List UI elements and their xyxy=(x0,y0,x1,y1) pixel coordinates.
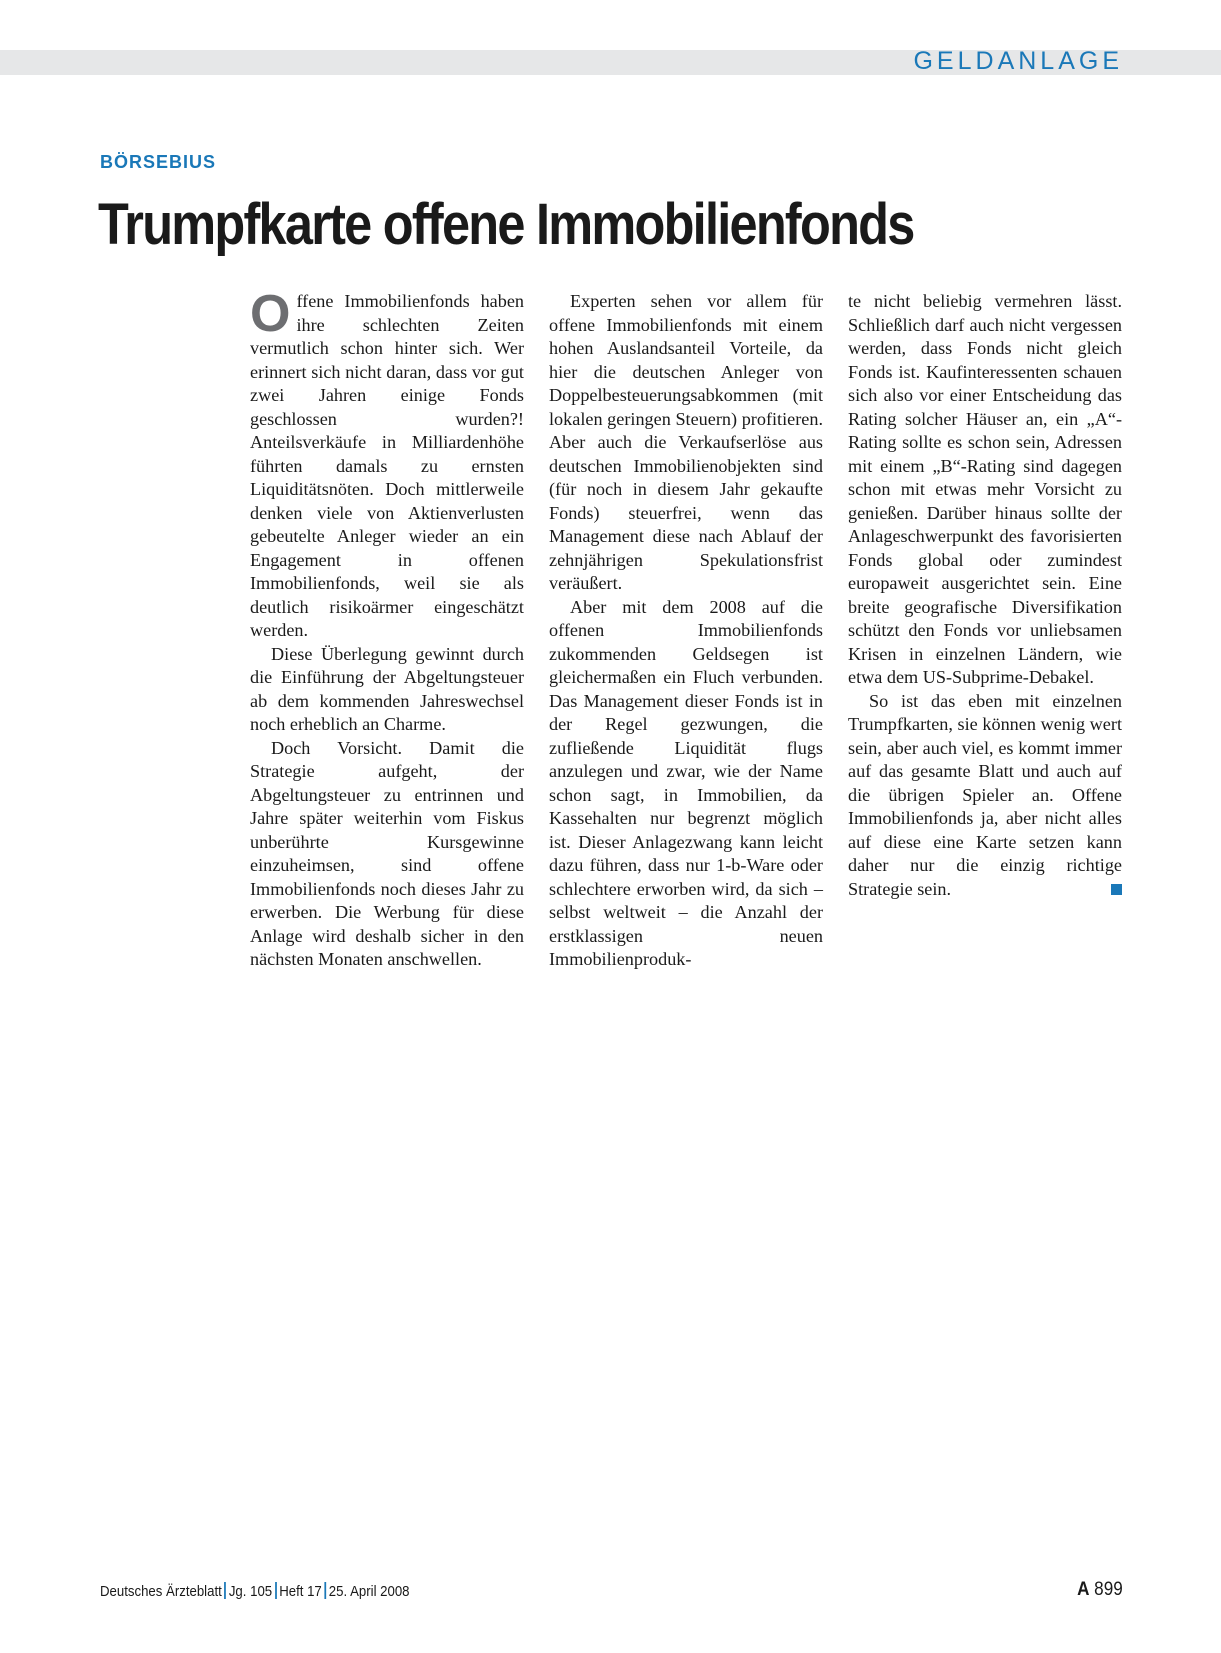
paragraph: Aber mit dem 2008 auf die offenen Immobilienfonds zukommenden Geldsegen ist gleichermaßen ein Fluch verbunden. Das Management dieser Fonds ist in der Regel gezwungen, die zufließende Liquidität flugs anzulegen und zwar, wie der Name schon sagt, in Immobilien, da Kassehalten nur begrenzt möglich ist. Dieser Anlagezwang kann leicht dazu führen, dass nur 1-b-Ware oder schlechtere erworben wird, da sich – selbst weltweit – die Anzahl der erstklassigen neuen Immobilienproduk- xyxy=(549,596,823,969)
page-number xyxy=(1077,1579,1123,1601)
paragraph: te nicht beliebig vermehren lässt. Schließlich darf auch nicht vergessen werden, dass Fonds nicht gleich Fonds ist. Kaufinteressenten schauen sich also vor einer Entscheidung das Rating solcher Häuser an, ein „A“-Rating sollte es schon sein, Adressen mit einem „B“-Rating sind dagegen schon mit etwas mehr Vorsicht zu genießen. Darüber hinaus sollte der Anlageschwerpunkt des favorisierten Fonds global oder zumindest europaweit ausgerichtet sein. Eine breite geografische Diversifikation schützt den Fonds vor unliebsamen Krisen in einzelnen Ländern, wie etwa dem US-Subprime-Debakel. xyxy=(848,291,1122,687)
paragraph: Doch Vorsicht. Damit die Strategie aufgeht, der Abgeltungsteuer zu entrinnen und Jahre später weiterhin vom Fiskus unberührte Kursgewinne einzuheimsen, sind offene Immobilienfonds noch dieses Jahr zu erwerben. Die Werbung für diese Anlage wird deshalb sicher in den nächsten Monaten anschwellen. xyxy=(250,737,524,969)
paragraph: So ist das eben mit einzelnen Trumpfkarten, sie können wenig wert sein, aber auch viel, es kommt immer auf das gesamte Blatt und auch auf die übrigen Spieler an. Offene Immobilienfonds ja, aber nicht alles auf diese eine Karte setzen kann daher nur die einzig richtige Strategie sein. xyxy=(848,690,1122,899)
issue: Heft 17 xyxy=(279,1583,322,1600)
column-2 xyxy=(549,290,823,972)
paragraph: Experten sehen vor allem für offene Immobilienfonds mit einem hohen Auslandsanteil Vorteile, da hier die deutschen Anleger von Doppelbesteuerungsabkommen (mit lokalen geringen Steuern) profitieren. Aber auch die Verkaufserlöse aus deutschen Immobilienobjekten sind (für noch in diesem Jahr gekaufte Fonds) steuerfrei, wenn das Management diese nach Ablauf der zehnjährigen Spekulationsfrist veräußert. xyxy=(549,291,823,593)
separator xyxy=(324,1582,326,1599)
section-label: GELDANLAGE xyxy=(913,47,1123,75)
volume: Jg. 105 xyxy=(228,1583,273,1600)
column-1 xyxy=(250,285,524,972)
paragraph: Diese Überlegung gewinnt durch die Einführung der Abgeltungsteuer ab dem kommenden Jahreswechsel noch erheblich an Charme. xyxy=(250,643,524,734)
article-title: Trumpfkarte offene Immobilienfonds xyxy=(98,192,914,257)
paragraph: Offene Immobilienfonds haben ihre schlechten Zeiten vermutlich schon hinter sich. Wer erinnert sich nicht daran, dass vor gut zwei Jahren einige Fonds geschlossen wurden?! Anteilsverkäufe in Milliardenhöhe führten damals zu ernsten Liquiditätsnöten. Doch mittlerweile denken viele von Aktienverlusten gebeutelte Anleger wieder an ein Engagement in offenen Immobilienfonds, weil sie als deutlich risikoärmer eingeschätzt werden. xyxy=(250,285,524,640)
separator xyxy=(224,1582,226,1599)
rubric: BÖRSEBIUS xyxy=(100,152,217,172)
date: 25. April 2008 xyxy=(328,1583,410,1600)
footer-citation xyxy=(100,1582,410,1600)
article-body xyxy=(250,285,1123,972)
separator xyxy=(275,1582,277,1599)
journal-name: Deutsches Ärzteblatt xyxy=(100,1583,222,1600)
end-mark-icon xyxy=(1111,884,1122,895)
page-prefix: A xyxy=(1077,1579,1090,1600)
page-number-value: 899 xyxy=(1094,1579,1123,1600)
dropcap: O xyxy=(250,285,291,343)
column-3 xyxy=(848,290,1122,972)
